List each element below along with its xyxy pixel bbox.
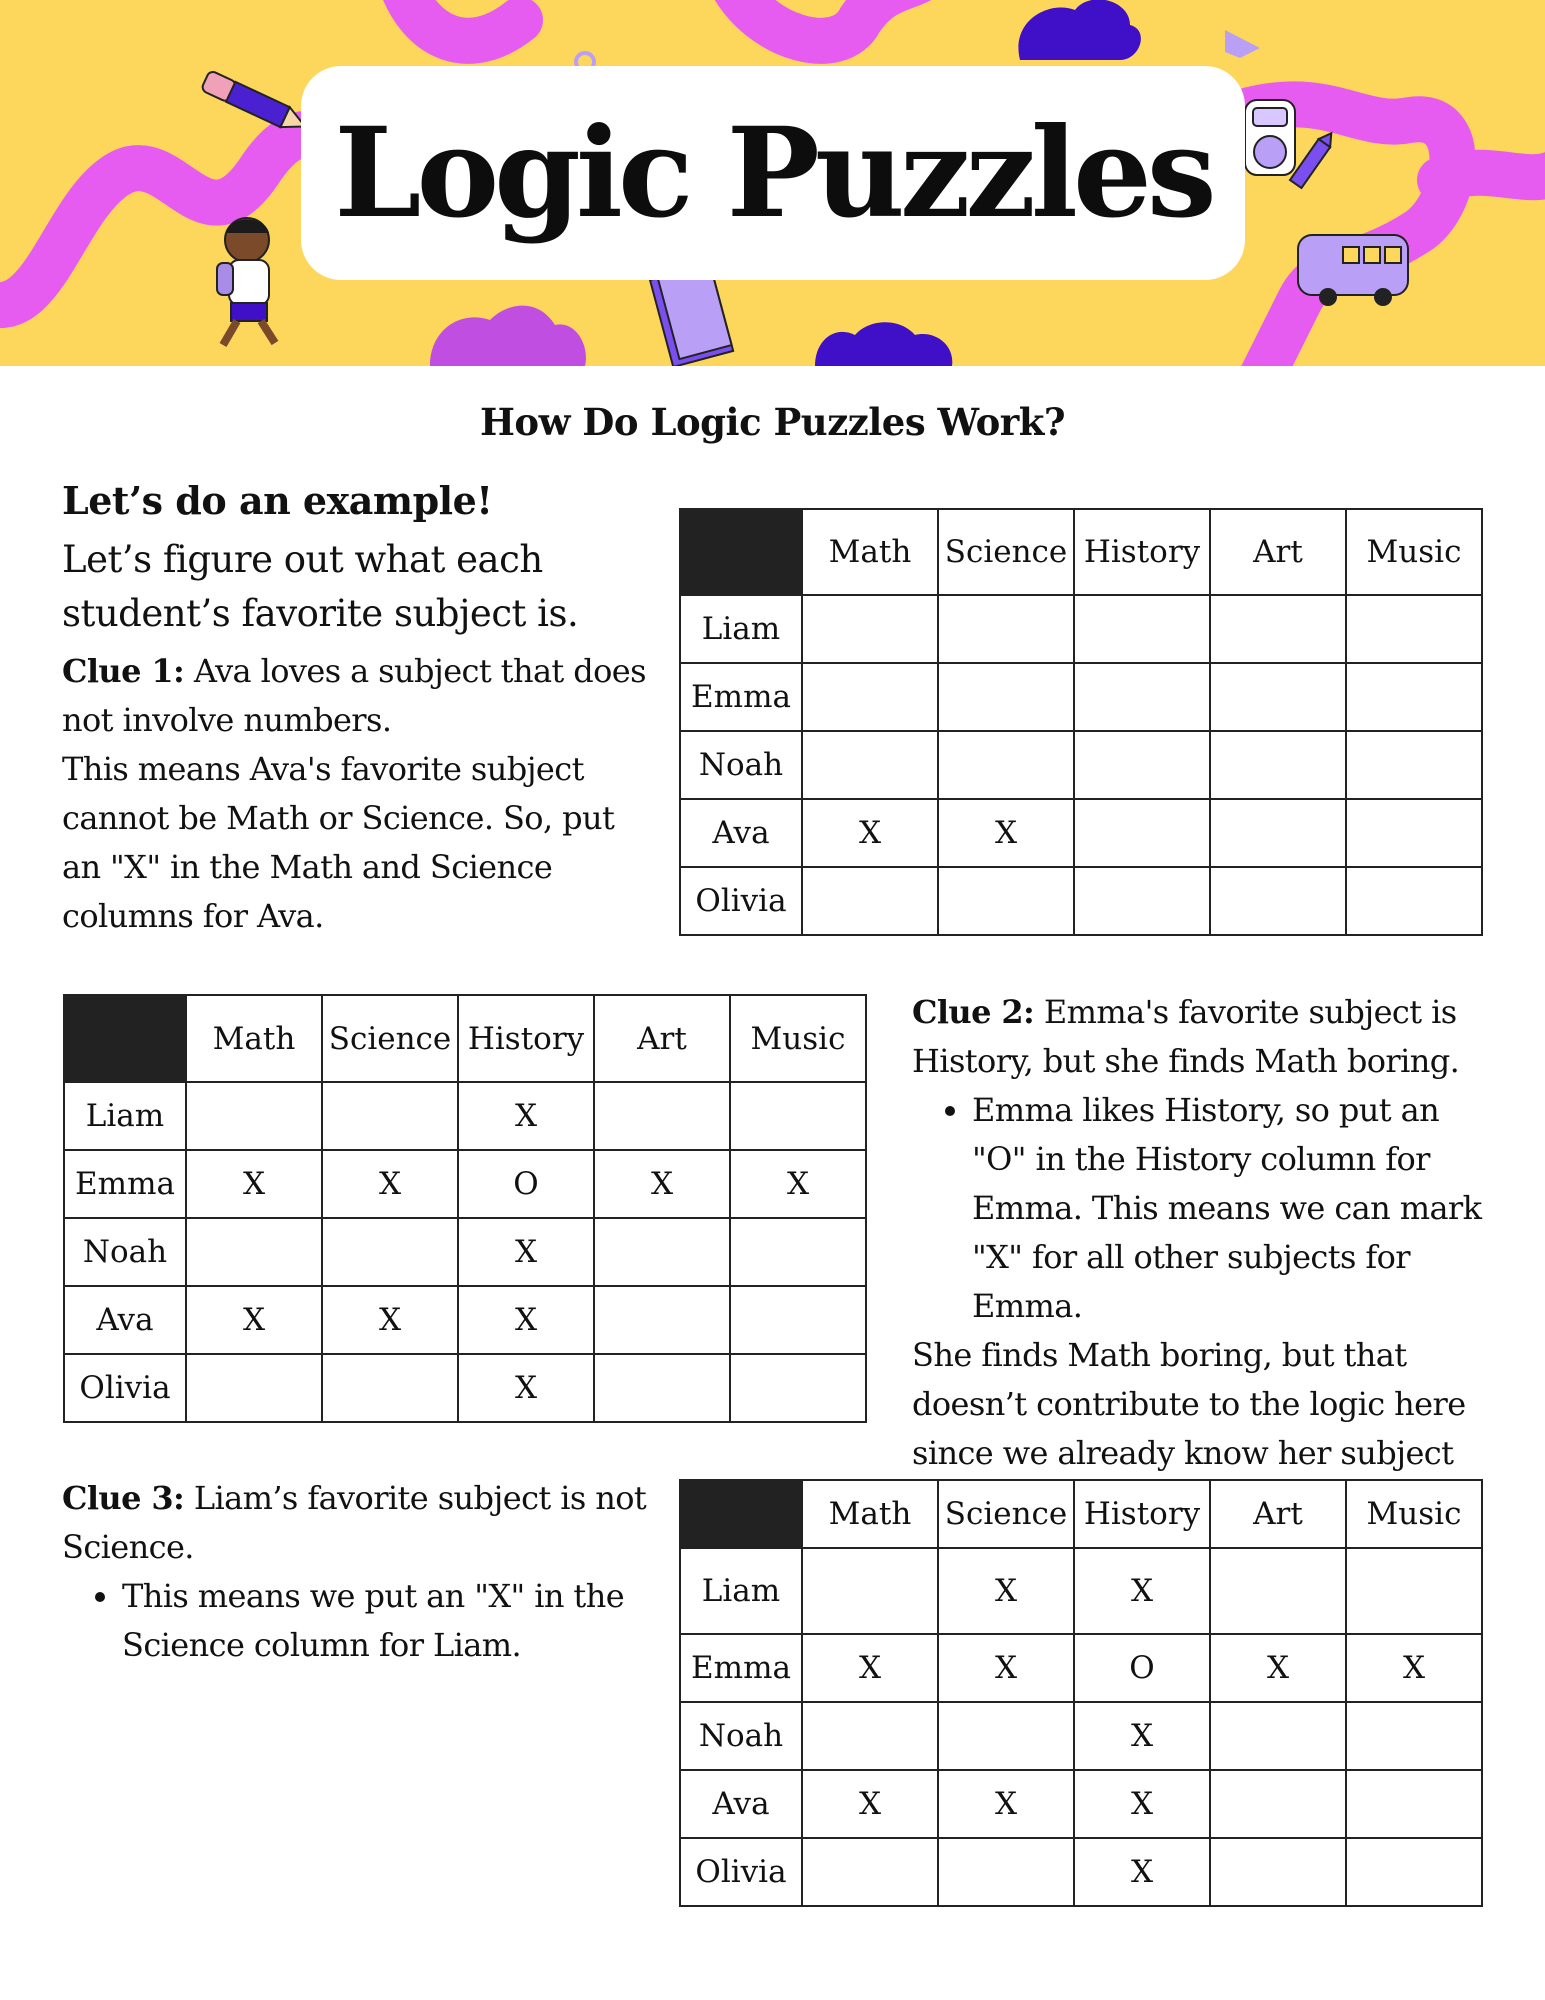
clue-1-text — [62, 647, 662, 745]
student-label: Emma — [680, 1634, 802, 1702]
subject-header-math: Math — [802, 509, 938, 595]
mark-cell-science[interactable]: X — [938, 1548, 1074, 1634]
mark-cell-art[interactable] — [594, 1218, 730, 1286]
mark-cell-science[interactable]: X — [322, 1286, 458, 1354]
mark-cell-math[interactable] — [802, 1548, 938, 1634]
mark-cell-science[interactable]: X — [322, 1150, 458, 1218]
student-label: Liam — [64, 1082, 186, 1150]
bus-icon — [1298, 235, 1408, 306]
clue-1-label: Clue 1: — [62, 652, 185, 690]
grid-row-emma — [680, 663, 1482, 731]
mark-cell-science[interactable] — [938, 663, 1074, 731]
mark-cell-history[interactable]: X — [458, 1082, 594, 1150]
clue-3-text — [62, 1474, 662, 1572]
mark-cell-math[interactable] — [186, 1354, 322, 1422]
mark-cell-science[interactable] — [938, 1838, 1074, 1906]
student-label: Olivia — [680, 1838, 802, 1906]
subject-header-art: Art — [594, 995, 730, 1082]
mark-cell-history[interactable]: X — [458, 1286, 594, 1354]
student-label: Noah — [64, 1218, 186, 1286]
grid-row-ava — [680, 799, 1482, 867]
page-title: Logic Puzzles — [334, 100, 1212, 246]
intro-block — [62, 478, 662, 941]
mark-cell-history[interactable]: O — [1074, 1634, 1210, 1702]
mark-cell-math[interactable] — [186, 1082, 322, 1150]
student-label: Olivia — [680, 867, 802, 935]
mark-cell-history[interactable] — [1074, 799, 1210, 867]
mark-cell-history[interactable]: X — [458, 1218, 594, 1286]
grid-header-row — [680, 1480, 1482, 1548]
grid-clue-1 — [679, 508, 1483, 936]
mark-cell-math[interactable] — [802, 867, 938, 935]
mark-cell-history[interactable]: X — [1074, 1702, 1210, 1770]
grid-corner-cell — [680, 509, 802, 595]
mark-cell-math[interactable]: X — [802, 1634, 938, 1702]
student-label: Ava — [64, 1286, 186, 1354]
grid-header-row — [64, 995, 866, 1082]
student-label: Liam — [680, 1548, 802, 1634]
subject-header-music: Music — [1346, 1480, 1482, 1548]
mark-cell-math[interactable] — [802, 731, 938, 799]
grid-row-liam — [680, 595, 1482, 663]
mark-cell-history[interactable]: X — [1074, 1838, 1210, 1906]
clue-2-label: Clue 2: — [912, 993, 1035, 1031]
grid-row-liam — [64, 1082, 866, 1150]
mark-cell-history[interactable]: X — [1074, 1770, 1210, 1838]
mark-cell-history[interactable]: X — [458, 1354, 594, 1422]
header-banner — [0, 0, 1545, 366]
mark-cell-history[interactable] — [1074, 731, 1210, 799]
lunchbox-icon — [1245, 100, 1295, 175]
mark-cell-music[interactable]: X — [730, 1150, 866, 1218]
mark-cell-science[interactable] — [938, 867, 1074, 935]
mark-cell-history[interactable] — [1074, 595, 1210, 663]
mark-cell-math[interactable] — [802, 1702, 938, 1770]
subject-header-science: Science — [938, 509, 1074, 595]
mark-cell-music[interactable] — [1346, 1702, 1482, 1770]
clue-2-bullet: • Emma likes History, so put an "O" in the History column for Emma. This means we can mark "X" for all other subjects for Emma. — [972, 1086, 1492, 1331]
mark-cell-science[interactable] — [322, 1354, 458, 1422]
mark-cell-history[interactable]: O — [458, 1150, 594, 1218]
mark-cell-art[interactable] — [1210, 1702, 1346, 1770]
example-lead: Let’s figure out what each student’s favorite subject is. — [62, 538, 579, 635]
clue-2-statement: Emma's favorite subject is History, but she finds Math boring. — [912, 993, 1460, 1080]
mark-cell-science[interactable]: X — [938, 1770, 1074, 1838]
crayon-icon — [1290, 129, 1337, 188]
student-label: Ava — [680, 1770, 802, 1838]
subject-header-math: Math — [802, 1480, 938, 1548]
mark-cell-art[interactable] — [594, 1082, 730, 1150]
subject-header-music: Music — [1346, 509, 1482, 595]
example-heading: Let’s do an example! — [62, 478, 493, 523]
mark-cell-art[interactable] — [1210, 1548, 1346, 1634]
clue-1-explanation: This means Ava's favorite subject cannot be Math or Science. So, put an "X" in the Math and Science columns for Ava. — [62, 750, 615, 935]
grid-row-noah — [64, 1218, 866, 1286]
mark-cell-art[interactable]: X — [594, 1150, 730, 1218]
subject-header-science: Science — [322, 995, 458, 1082]
grid-row-noah — [680, 731, 1482, 799]
mark-cell-art[interactable]: X — [1210, 1634, 1346, 1702]
mark-cell-science[interactable]: X — [938, 1634, 1074, 1702]
mark-cell-music[interactable] — [1346, 731, 1482, 799]
student-illustration — [217, 218, 275, 345]
mark-cell-math[interactable] — [802, 1838, 938, 1906]
mark-cell-music[interactable] — [730, 1354, 866, 1422]
mark-cell-math[interactable]: X — [802, 799, 938, 867]
student-label: Olivia — [64, 1354, 186, 1422]
mark-cell-music[interactable] — [1346, 1838, 1482, 1906]
mark-cell-science[interactable] — [938, 595, 1074, 663]
grid-row-liam — [680, 1548, 1482, 1634]
cloud-blob-top — [1018, 0, 1140, 60]
mark-cell-art[interactable] — [594, 1354, 730, 1422]
title-card — [301, 66, 1245, 280]
mark-cell-art[interactable] — [594, 1286, 730, 1354]
mark-cell-music[interactable] — [730, 1082, 866, 1150]
mark-cell-art[interactable] — [1210, 595, 1346, 663]
student-label: Liam — [680, 595, 802, 663]
paper-plane-shape — [1225, 30, 1260, 58]
mark-cell-science[interactable] — [938, 731, 1074, 799]
mark-cell-math[interactable]: X — [186, 1286, 322, 1354]
grid-clue-3 — [679, 1479, 1483, 1907]
squiggle-top-middle — [730, 0, 920, 41]
mark-cell-art[interactable] — [1210, 867, 1346, 935]
mark-cell-art[interactable] — [1210, 1770, 1346, 1838]
clue-2-block — [912, 988, 1492, 1478]
student-label: Ava — [680, 799, 802, 867]
mark-cell-music[interactable] — [730, 1218, 866, 1286]
mark-cell-music[interactable] — [730, 1286, 866, 1354]
cloud-blob-bottom-left — [430, 306, 586, 366]
mark-cell-science[interactable] — [938, 1702, 1074, 1770]
mark-cell-music[interactable] — [1346, 595, 1482, 663]
mark-cell-math[interactable] — [186, 1218, 322, 1286]
clue-2-after: She finds Math boring, but that doesn’t contribute to the logic here since we already know her subject — [912, 1336, 1466, 1472]
mark-cell-science[interactable] — [322, 1082, 458, 1150]
grid-row-noah — [680, 1702, 1482, 1770]
mark-cell-history[interactable]: X — [1074, 1548, 1210, 1634]
mark-cell-science[interactable] — [322, 1218, 458, 1286]
subject-header-history: History — [1074, 1480, 1210, 1548]
mark-cell-music[interactable] — [1346, 799, 1482, 867]
squiggle-left — [0, 134, 340, 305]
section-heading: How Do Logic Puzzles Work? — [479, 400, 1066, 444]
mark-cell-history[interactable] — [1074, 663, 1210, 731]
clue-2-text — [912, 988, 1492, 1086]
mark-cell-music[interactable] — [1346, 1770, 1482, 1838]
mark-cell-math[interactable]: X — [186, 1150, 322, 1218]
subject-header-science: Science — [938, 1480, 1074, 1548]
student-label: Noah — [680, 731, 802, 799]
clue-1-statement: Ava loves a subject that does not involve numbers. — [62, 652, 646, 739]
pencil-icon — [201, 70, 310, 136]
mark-cell-music[interactable]: X — [1346, 1634, 1482, 1702]
student-label: Emma — [680, 663, 802, 731]
bush-blob-bottom — [815, 322, 952, 366]
subject-header-history: History — [458, 995, 594, 1082]
subject-header-music: Music — [730, 995, 866, 1082]
mark-cell-art[interactable] — [1210, 1838, 1346, 1906]
mark-cell-music[interactable] — [1346, 867, 1482, 935]
grid-row-ava — [680, 1770, 1482, 1838]
grid-row-olivia — [680, 867, 1482, 935]
mark-cell-math[interactable]: X — [802, 1770, 938, 1838]
student-label: Emma — [64, 1150, 186, 1218]
clue-3-bullets — [62, 1572, 662, 1670]
subject-header-math: Math — [186, 995, 322, 1082]
clue-3-statement: Liam’s favorite subject is not Science. — [62, 1479, 647, 1566]
grid-row-olivia — [680, 1838, 1482, 1906]
clue-3-bullet: • This means we put an "X" in the Science column for Liam. — [122, 1572, 662, 1670]
grid-header-row — [680, 509, 1482, 595]
subject-header-history: History — [1074, 509, 1210, 595]
clue-2-bullets — [912, 1086, 1492, 1331]
mark-cell-art[interactable] — [1210, 663, 1346, 731]
grid-row-olivia — [64, 1354, 866, 1422]
clue-3-label: Clue 3: — [62, 1479, 185, 1517]
grid-row-emma — [64, 1150, 866, 1218]
mark-cell-math[interactable] — [802, 663, 938, 731]
mark-cell-music[interactable] — [1346, 663, 1482, 731]
mark-cell-history[interactable] — [1074, 867, 1210, 935]
grid-clue-2 — [63, 994, 867, 1423]
mark-cell-art[interactable] — [1210, 799, 1346, 867]
mark-cell-math[interactable] — [802, 595, 938, 663]
grid-corner-cell — [64, 995, 186, 1082]
subject-header-art: Art — [1210, 509, 1346, 595]
student-label: Noah — [680, 1702, 802, 1770]
squiggle-top-left — [400, 0, 520, 41]
grid-row-emma — [680, 1634, 1482, 1702]
subject-header-art: Art — [1210, 1480, 1346, 1548]
mark-cell-science[interactable]: X — [938, 799, 1074, 867]
grid-row-ava — [64, 1286, 866, 1354]
clue-3-block — [62, 1474, 662, 1670]
mark-cell-music[interactable] — [1346, 1548, 1482, 1634]
mark-cell-art[interactable] — [1210, 731, 1346, 799]
grid-corner-cell — [680, 1480, 802, 1548]
squiggle-far-right — [1440, 170, 1545, 180]
